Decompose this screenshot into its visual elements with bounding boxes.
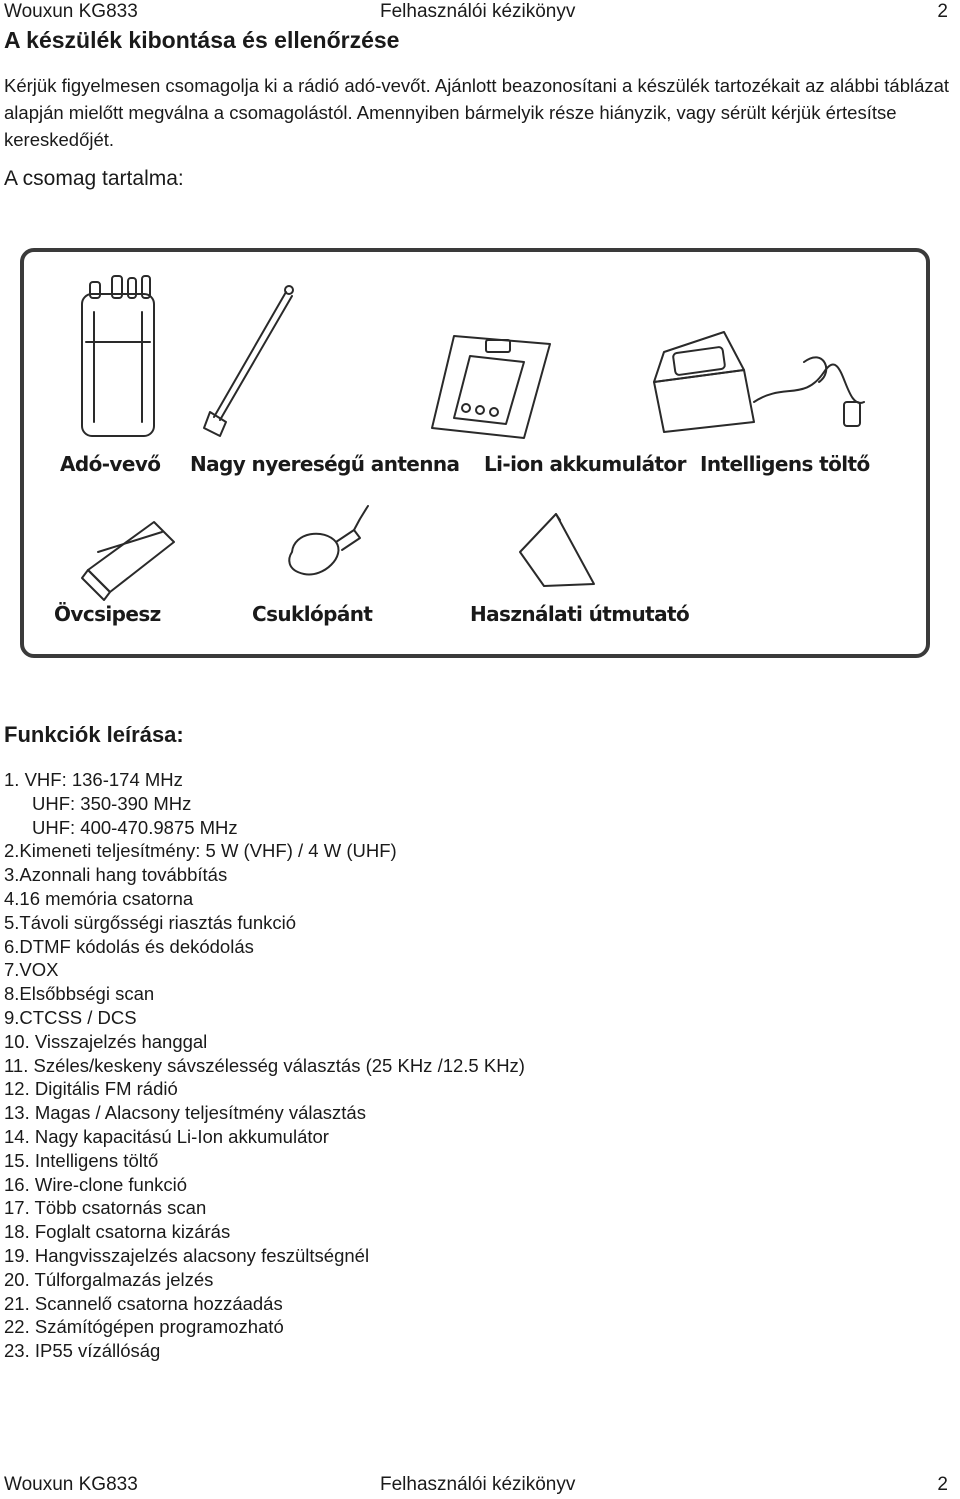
feature-item: 16. Wire-clone funkció [4,1173,188,1195]
feature-item: 15. Intelligens töltő [4,1149,159,1171]
feature-item: 5.Távoli sürgősségi riasztás funkció [4,911,297,933]
item-label-belt-clip: Övcsipesz [54,602,161,626]
feature-item: 4.16 memória csatorna [4,887,194,909]
features-list [4,768,525,1363]
feature-item: 21. Scannelő csatorna hozzáadás [4,1292,283,1314]
feature-item: 3.Azonnali hang továbbítás [4,864,228,886]
item-label-charger: Intelligens töltő [700,452,870,476]
footer-model: Wouxun KG833 [4,1474,138,1495]
feature-item: 7.VOX [4,959,59,981]
feature-item: 22. Számítógépen programozható [4,1316,284,1338]
package-heading: A csomag tartalma: [4,167,184,190]
item-label-antenna: Nagy nyereségű antenna [190,452,460,476]
wrist-strap-icon [289,506,368,574]
page-footer [4,1473,956,1497]
antenna-icon [204,286,293,436]
feature-item: 17. Több csatornás scan [4,1197,207,1219]
feature-item: 2.Kimeneti teljesítmény: 5 W (VHF) / 4 W (UHF) [4,840,397,862]
item-label-wrist-strap: Csuklópánt [252,602,373,626]
feature-item: 13. Magas / Alacsony teljesítmény választás [4,1102,366,1124]
item-label-manual: Használati útmutató [470,602,690,626]
feature-item: 20. Túlforgalmazás jelzés [4,1268,214,1290]
manual-icon [520,514,594,586]
feature-item: 18. Foglalt csatorna kizárás [4,1221,231,1243]
battery-icon [432,336,550,438]
header-doc-title: Felhasználói kézikönyv [380,1,576,22]
feature-item: 1. VHF: 136-174 MHz [4,769,183,790]
feature-item: 23. IP55 vízállóság [4,1340,161,1362]
features-heading: Funkciók leírása: [4,722,184,747]
header-model: Wouxun KG833 [4,1,138,22]
item-label-battery: Li-ion akkumulátor [484,452,686,476]
package-contents-figure [20,248,930,658]
footer-doc-title: Felhasználói kézikönyv [380,1474,576,1495]
feature-item: 9.CTCSS / DCS [4,1006,137,1028]
feature-item: UHF: 400-470.9875 MHz [32,816,238,838]
feature-item: UHF: 350-390 MHz [32,792,192,814]
footer-page-number: 2 [937,1474,948,1495]
item-label-radio: Adó-vevő [60,452,161,476]
belt-clip-icon [82,522,174,600]
intro-paragraph: Kérjük figyelmesen csomagolja ki a rádió adó-vevőt. Ajánlott beazonosítani a készülék tartozékait az alábbi táblázat alapján mielőtt megválna a csomagolástól. Amennyiben bármelyik része hiányzik, vagy sérült kérjük értesítse kereskedőjét. [4,75,950,150]
page-header [4,0,956,24]
charger-icon [654,332,864,432]
feature-item: 19. Hangvisszajelzés alacsony feszültségnél [4,1244,370,1266]
feature-item: 11. Széles/keskeny sávszélesség választás (25 KHz /12.5 KHz) [4,1054,525,1076]
feature-item: 6.DTMF kódolás és dekódolás [4,935,254,957]
section-title: A készülék kibontása és ellenőrzése [4,27,400,53]
header-page-number: 2 [937,1,948,22]
radio-icon [82,276,154,436]
feature-item: 14. Nagy kapacitású Li-Ion akkumulátor [4,1125,329,1147]
feature-item: 8.Elsőbbségi scan [4,983,155,1005]
feature-item: 12. Digitális FM rádió [4,1078,178,1100]
feature-item: 10. Visszajelzés hanggal [4,1030,208,1052]
